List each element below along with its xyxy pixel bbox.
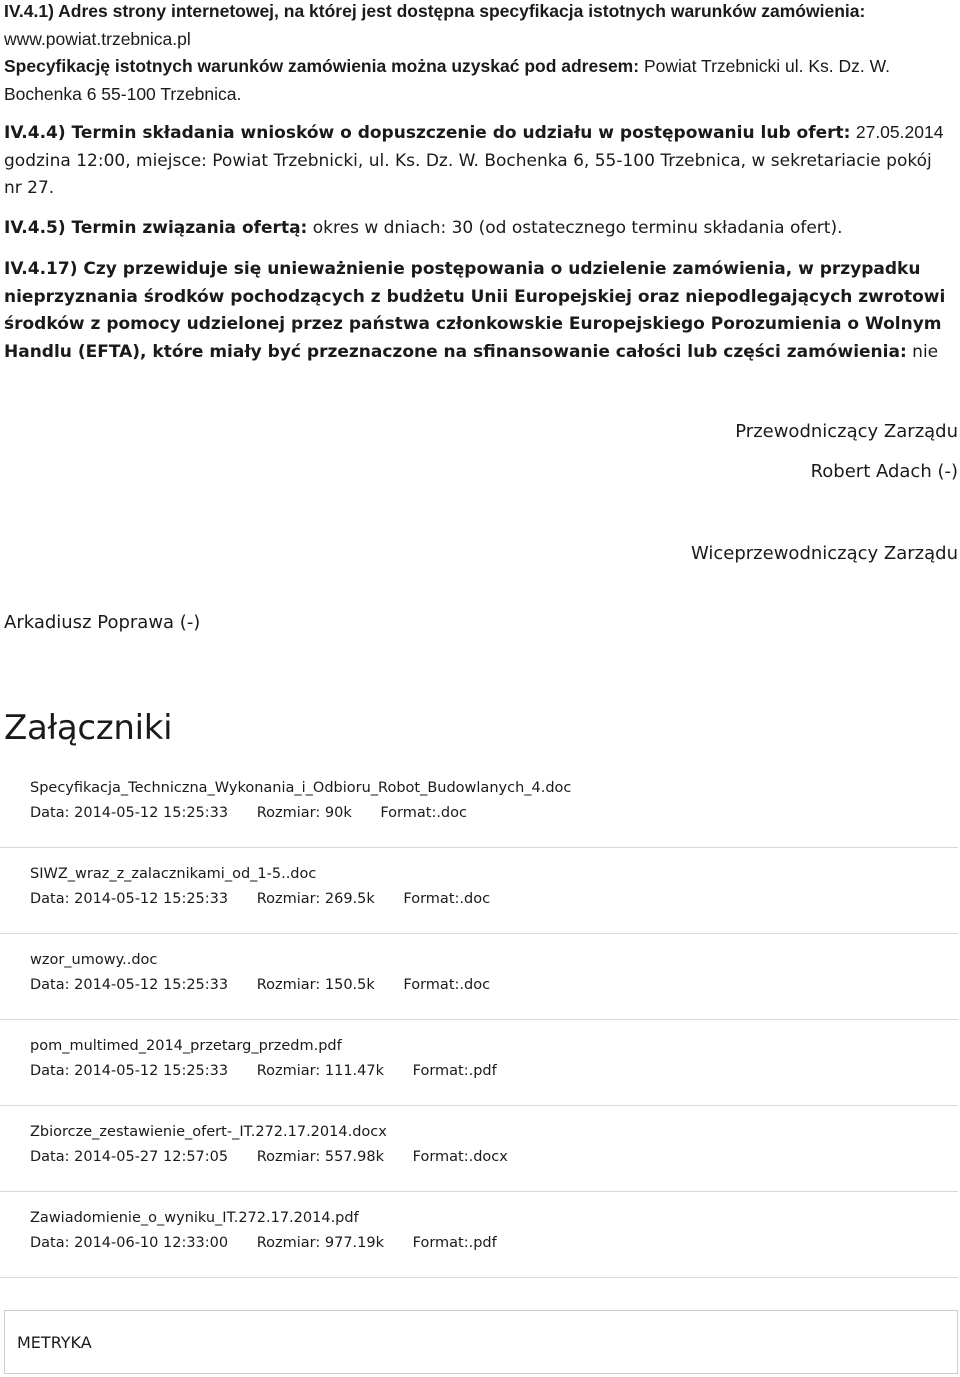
attachment-item xyxy=(30,866,958,907)
section-iv-4-17 xyxy=(4,256,954,366)
attachment-item xyxy=(30,952,958,993)
attachment-date: Data: 2014-05-12 15:25:33 xyxy=(30,891,229,907)
attachment-meta xyxy=(30,1063,958,1079)
attachment-size: Rozmiar: 557.98k xyxy=(256,1149,385,1165)
attachment-divider xyxy=(0,1105,958,1106)
attachment-divider xyxy=(0,847,958,848)
attachment-divider xyxy=(0,933,958,934)
metryka-label: METRYKA xyxy=(17,1333,92,1352)
chair-title: Przewodniczący Zarządu xyxy=(735,421,958,442)
section-iv-4-5 xyxy=(4,215,954,243)
iv-4-4-label: IV.4.4) Termin składania wniosków o dopuszczenie do udziału w postępowaniu lub ofert: xyxy=(4,123,851,143)
attachments-heading: Załączniki xyxy=(4,708,173,748)
iv-4-1-label: IV.4.1) Adres strony internetowej, na której jest dostępna specyfikacja istotnych warunków zamówienia: xyxy=(4,1,866,21)
attachment-divider xyxy=(0,1277,958,1278)
attachment-divider xyxy=(0,1191,958,1192)
iv-4-1-address-label: Specyfikację istotnych warunków zamówienia można uzyskać pod adresem: xyxy=(4,56,640,76)
section-iv-4-4 xyxy=(4,119,954,203)
attachment-date: Data: 2014-05-12 15:25:33 xyxy=(30,1063,229,1079)
attachment-item xyxy=(30,780,958,821)
vice-chair-name: Arkadiusz Poprawa (-) xyxy=(4,612,201,633)
attachment-meta xyxy=(30,977,958,993)
attachment-size: Rozmiar: 269.5k xyxy=(256,891,375,907)
iv-4-4-value: godzina 12:00, miejsce: Powiat Trzebnicki, ul. Ks. Dz. W. Bochenka 6, 55-100 Trzebnica, w sekretariacie pokój nr 27. xyxy=(4,150,932,198)
attachment-meta xyxy=(30,1149,958,1165)
attachment-meta xyxy=(30,1235,958,1251)
attachment-size: Rozmiar: 90k xyxy=(256,805,352,821)
attachment-size: Rozmiar: 977.19k xyxy=(256,1235,385,1251)
attachment-item xyxy=(30,1210,958,1251)
chair-name: Robert Adach (-) xyxy=(810,461,958,482)
attachment-link[interactable]: Specyfikacja_Techniczna_Wykonania_i_Odbioru_Robot_Budowlanych_4.doc xyxy=(30,780,572,796)
attachment-link[interactable]: Zbiorcze_zestawienie_ofert-_IT.272.17.2014.docx xyxy=(30,1124,387,1140)
attachment-format: Format:.doc xyxy=(380,805,467,821)
attachment-link[interactable]: wzor_umowy..doc xyxy=(30,952,158,968)
section-iv-4-1 xyxy=(4,0,954,108)
attachment-format: Format:.doc xyxy=(403,891,491,907)
iv-4-1-address-value: Powiat Trzebnicki ul. Ks. Dz. W. Bochenka 6 55-100 Trzebnica. xyxy=(4,56,890,104)
attachment-link[interactable]: SIWZ_wraz_z_zalacznikami_od_1-5..doc xyxy=(30,866,317,882)
attachment-size: Rozmiar: 111.47k xyxy=(256,1063,385,1079)
attachment-format: Format:.docx xyxy=(412,1149,508,1165)
iv-4-17-value: nie xyxy=(912,341,939,362)
iv-4-1-url[interactable]: www.powiat.trzebnica.pl xyxy=(4,28,191,49)
attachment-format: Format:.pdf xyxy=(412,1235,497,1251)
attachment-date: Data: 2014-05-12 15:25:33 xyxy=(30,977,229,993)
metryka-box[interactable] xyxy=(4,1310,958,1374)
attachment-meta xyxy=(30,891,958,907)
iv-4-5-label: IV.4.5) Termin związania ofertą: xyxy=(4,218,308,238)
vice-chair-title: Wiceprzewodniczący Zarządu xyxy=(690,543,958,564)
attachment-item xyxy=(30,1038,958,1079)
attachment-date: Data: 2014-05-27 12:57:05 xyxy=(30,1149,229,1165)
attachment-format: Format:.doc xyxy=(403,977,491,993)
attachment-format: Format:.pdf xyxy=(412,1063,497,1079)
attachment-date: Data: 2014-06-10 12:33:00 xyxy=(30,1235,229,1251)
attachment-date: Data: 2014-05-12 15:25:33 xyxy=(30,805,229,821)
attachment-size: Rozmiar: 150.5k xyxy=(256,977,375,993)
attachment-item xyxy=(30,1124,958,1165)
attachment-link[interactable]: Zawiadomienie_o_wyniku_IT.272.17.2014.pdf xyxy=(30,1210,359,1226)
iv-4-17-label: IV.4.17) Czy przewiduje się unieważnienie postępowania o udzielenie zamówienia, w przypadku nieprzyznania środków pochodzących z budżetu Unii Europejskiej oraz niepodlegających zwrotowi środków z pomocy udzielonej przez państwa członkowskie Europejskiego Porozumienia o Wolnym Handlu (EFTA), które miały być przeznaczone na sfinansowanie całości lub części zamówienia: xyxy=(4,259,946,362)
iv-4-5-value: okres w dniach: 30 (od ostatecznego terminu składania ofert). xyxy=(312,218,843,238)
iv-4-4-date: 27.05.2014 xyxy=(855,122,944,142)
attachment-meta xyxy=(30,805,958,821)
attachment-divider xyxy=(0,1019,958,1020)
attachment-link[interactable]: pom_multimed_2014_przetarg_przedm.pdf xyxy=(30,1038,342,1054)
